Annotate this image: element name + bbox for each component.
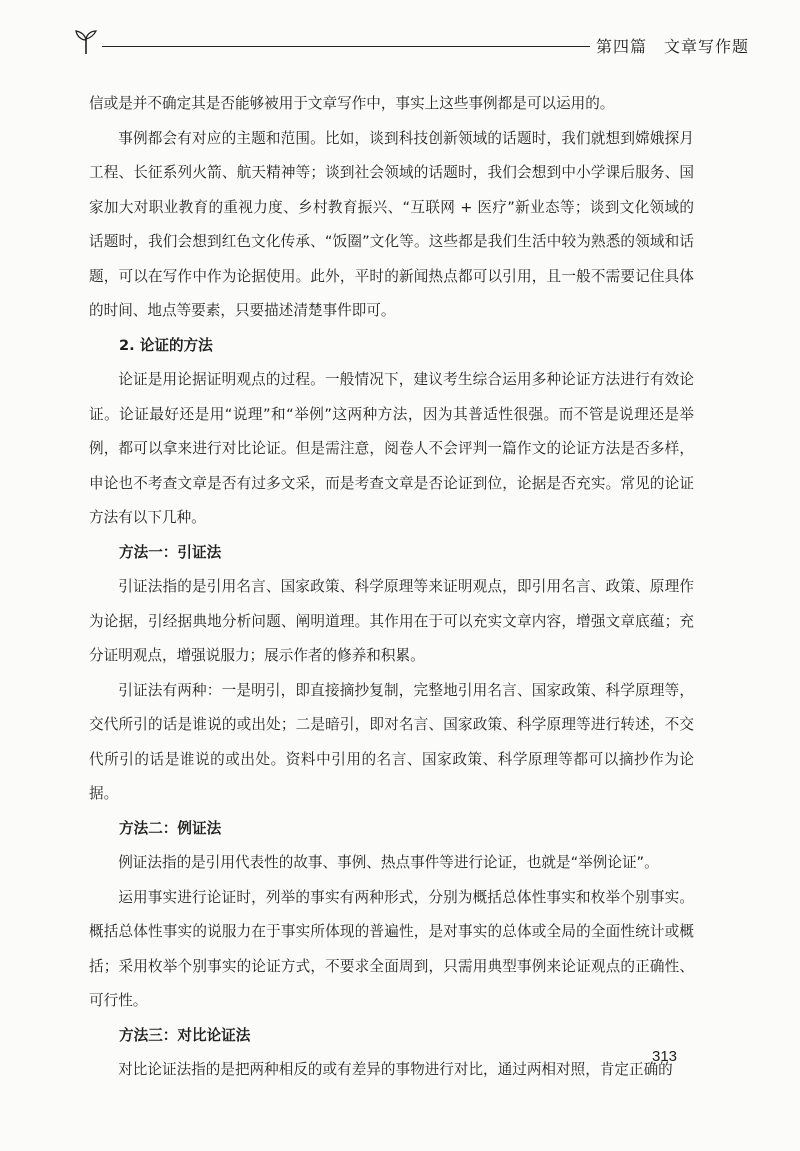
body-paragraph: 论证是用论据证明观点的过程。一般情况下，建议考生综合运用多种论证方法进行有效论证。论证最好还是用“说理”和“举例”这两种方法，因为其普适性很强。而不管是说理还是举例，都可以拿来进行对比论证。但是需注意，阅卷人不会评判一篇作文的论证方法是否多样，申论也不考查文章是否有过多文采，而是考查文章是否论证到位，论据是否充实。常见的论证方法有以下几种。	[89, 371, 694, 526]
header-rule	[102, 46, 590, 47]
body-paragraph: 例证法指的是引用代表性的故事、事例、热点事件等进行论证，也就是“举例论证”。	[118, 854, 659, 871]
page-content	[89, 87, 694, 1088]
body-paragraph: 事例都会有对应的主题和范围。比如，谈到科技创新领域的话题时，我们就想到嫦娥探月工程、长征系列火箭、航天精神等；谈到社会领域的话题时，我们会想到中小学课后服务、国家加大对职业教育的重视力度、乡村教育振兴、“互联网 + 医疗”新业态等；谈到文化领域的话题时，我们会想到红色文化传承、“饭圈”文化等。这些都是我们生活中较为熟悉的领域和话题，可以在写作中作为论据使用。此外，平时的新闻热点都可以引用，且一般不需要记住具体的时间、地点等要素，只要描述清楚事件即可。	[89, 129, 694, 319]
page-number: 313	[652, 1048, 678, 1065]
section-heading: 方法二：例证法	[119, 819, 222, 837]
body-paragraph: 信或是并不确定其是否能够被用于文章写作中，事实上这些事例都是可以运用的。	[89, 95, 615, 112]
body-paragraph: 对比论证法指的是把两种相反的或有差异的事物进行对比，通过两相对照，肯定正确的	[118, 1061, 673, 1078]
page-header	[72, 26, 750, 66]
section-title: 第四篇 文章写作题	[596, 37, 750, 56]
section-heading: 2. 论证的方法	[119, 336, 213, 354]
section-heading: 方法一：引证法	[119, 543, 222, 561]
section-heading: 方法三：对比论证法	[119, 1026, 251, 1044]
sprout-icon	[72, 28, 100, 56]
body-paragraph: 引证法指的是引用名言、国家政策、科学原理等来证明观点，即引用名言、政策、原理作为论据，引经据典地分析问题、阐明道理。其作用在于可以充实文章内容，增强文章底蕴；充分证明观点，增强说服力；展示作者的修养和积累。	[89, 578, 694, 664]
body-paragraph: 运用事实进行论证时，列举的事实有两种形式，分别为概括总体性事实和枚举个别事实。概括总体性事实的说服力在于事实所体现的普遍性，是对事实的总体或全局的全面性统计或概括；采用枚举个别事实的论证方式，不要求全面周到，只需用典型事例来论证观点的正确性、可行性。	[89, 888, 694, 1009]
body-paragraph: 引证法有两种：一是明引，即直接摘抄复制，完整地引用名言、国家政策、科学原理等，交代所引的话是谁说的或出处；二是暗引，即对名言、国家政策、科学原理等进行转述，不交代所引的话是谁说的或出处。资料中引用的名言、国家政策、科学原理等都可以摘抄作为论据。	[89, 681, 694, 802]
